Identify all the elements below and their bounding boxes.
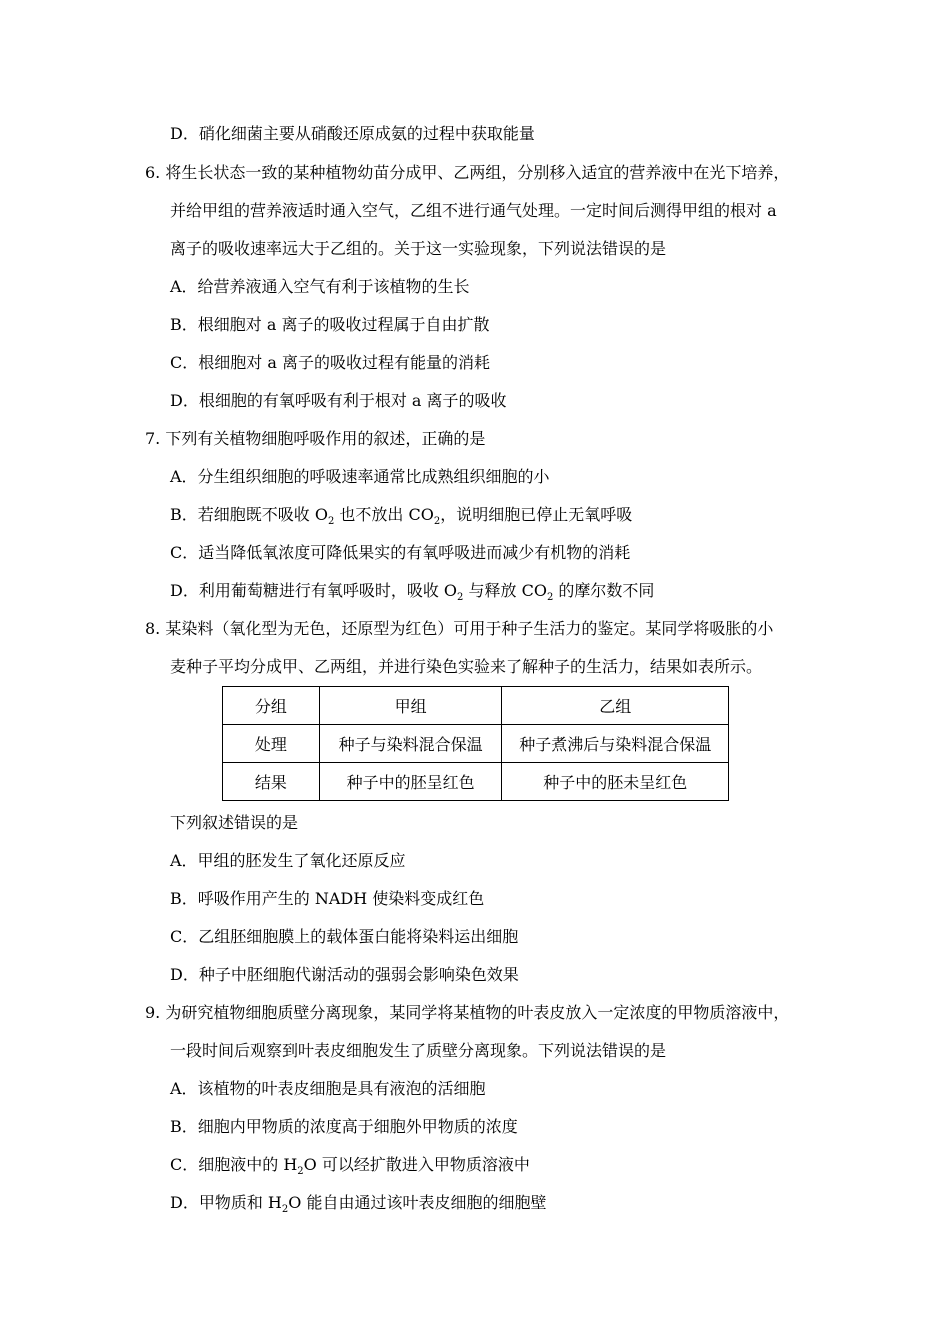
table-header-row [223, 687, 729, 725]
q7-stem: 7. 下列有关植物细胞呼吸作用的叙述，正确的是 [145, 429, 486, 448]
q7-option-b-part2: 也不放出 CO [334, 505, 434, 524]
q7-option-b-part1: B．若细胞既不吸收 O [170, 505, 328, 524]
table-cell: 种子与染料混合保温 [319, 725, 502, 763]
table-cell: 处理 [223, 725, 320, 763]
q7-option-d [170, 581, 654, 601]
q9-option-b: B．细胞内甲物质的浓度高于细胞外甲物质的浓度 [170, 1117, 518, 1136]
q9-option-c-part1: C．细胞液中的 H [170, 1155, 298, 1174]
q7-option-d-part2: 与释放 CO [463, 581, 547, 600]
q8-option-d: D．种子中胚细胞代谢活动的强弱会影响染色效果 [170, 965, 519, 984]
q7-option-b-part3: ，说明细胞已停止无氧呼吸 [440, 505, 633, 524]
q9-option-c-sub: 2 [297, 1166, 304, 1177]
q8-stem-line1: 8. 某染料（氧化型为无色，还原型为红色）可用于种子生活力的鉴定。某同学将吸胀的小 [145, 619, 774, 638]
q6-option-c: C．根细胞对 a 离子的吸收过程有能量的消耗 [170, 353, 490, 372]
q8-option-b: B．呼吸作用产生的 NADH 使染料变成红色 [170, 889, 485, 908]
table-header-cell: 乙组 [502, 687, 729, 725]
q9-option-d-sub: 2 [281, 1204, 289, 1215]
q7-option-b-sub2: 2 [433, 516, 441, 527]
q6-option-d: D．根细胞的有氧呼吸有利于根对 a 离子的吸收 [170, 391, 507, 410]
table-cell: 种子煮沸后与染料混合保温 [502, 725, 729, 763]
q6-stem-line3: 离子的吸收速率远大于乙组的。关于这一实验现象，下列说法错误的是 [170, 239, 667, 258]
q9-stem-line1: 9. 为研究植物细胞质壁分离现象，某同学将某植物的叶表皮放入一定浓度的甲物质溶液中， [145, 1003, 790, 1022]
q8-result-table [222, 686, 729, 801]
q7-option-d-part1: D．利用葡萄糖进行有氧呼吸时，吸收 O [170, 581, 458, 600]
q9-option-d [170, 1193, 546, 1213]
q8-stem-line2: 麦种子平均分成甲、乙两组，并进行染色实验来了解种子的生活力，结果如表所示。 [170, 657, 763, 676]
table-row [223, 725, 729, 763]
q7-option-b-sub1: 2 [327, 516, 335, 527]
q5-option-d: D．硝化细菌主要从硝酸还原成氨的过程中获取能量 [170, 124, 535, 143]
q6-stem-line1: 6. 将生长状态一致的某种植物幼苗分成甲、乙两组，分别移入适宜的营养液中在光下培养， [145, 163, 790, 182]
q9-option-a: A．该植物的叶表皮细胞是具有液泡的活细胞 [170, 1079, 486, 1098]
table-header-cell: 甲组 [319, 687, 502, 725]
q9-option-c-part2: O 可以经扩散进入甲物质溶液中 [303, 1155, 530, 1174]
q9-option-c [170, 1155, 530, 1175]
table-cell: 结果 [223, 763, 320, 801]
q9-option-d-part2: O 能自由通过该叶表皮细胞的细胞壁 [288, 1193, 547, 1212]
q6-option-b: B．根细胞对 a 离子的吸收过程属于自由扩散 [170, 315, 490, 334]
q8-after-table: 下列叙述错误的是 [170, 813, 299, 832]
q7-option-d-sub1: 2 [457, 592, 464, 603]
q8-option-c: C．乙组胚细胞膜上的载体蛋白能将染料运出细胞 [170, 927, 519, 946]
q9-stem-line2: 一段时间后观察到叶表皮细胞发生了质壁分离现象。下列说法错误的是 [170, 1041, 667, 1060]
q6-stem-line2: 并给甲组的营养液适时通入空气，乙组不进行通气处理。一定时间后测得甲组的根对 a [170, 201, 777, 220]
q6-option-a: A．给营养液通入空气有利于该植物的生长 [170, 277, 470, 296]
q8-option-a: A．甲组的胚发生了氧化还原反应 [170, 851, 406, 870]
table-header-cell: 分组 [223, 687, 320, 725]
q7-option-c: C．适当降低氧浓度可降低果实的有氧呼吸进而减少有机物的消耗 [170, 543, 631, 562]
table-cell: 种子中的胚呈红色 [319, 763, 502, 801]
table-cell: 种子中的胚未呈红色 [502, 763, 729, 801]
q7-option-b [170, 505, 632, 525]
q7-option-d-part3: 的摩尔数不同 [553, 581, 655, 600]
q9-option-d-part1: D．甲物质和 H [170, 1193, 282, 1212]
q7-option-d-sub2: 2 [546, 592, 554, 603]
q7-option-a: A．分生组织细胞的呼吸速率通常比成熟组织细胞的小 [170, 467, 550, 486]
table-row [223, 763, 729, 801]
